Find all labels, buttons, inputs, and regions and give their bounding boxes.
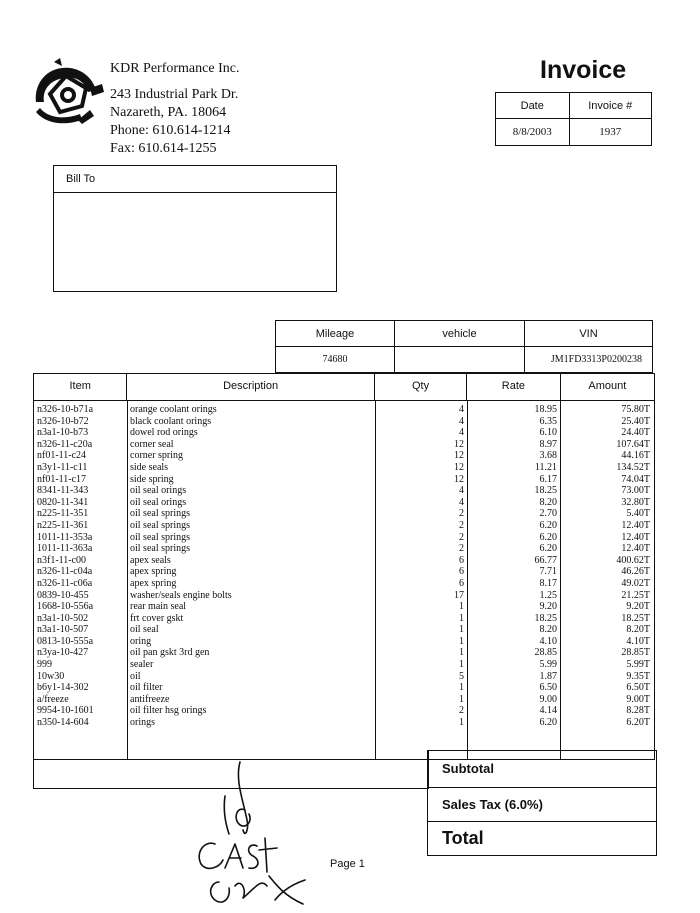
- item-rate: 1.25: [539, 589, 557, 601]
- line-items-body: [34, 401, 654, 759]
- table-row: [34, 543, 654, 555]
- item-code: 9954-10-1601: [37, 705, 94, 717]
- table-row: [34, 439, 654, 451]
- item-amount: 73.00T: [621, 485, 650, 497]
- item-qty: 1: [459, 601, 464, 613]
- item-rate: 8.17: [539, 577, 557, 589]
- item-code: 1011-11-353a: [37, 531, 93, 543]
- item-qty: 1: [459, 659, 464, 671]
- table-row: [34, 578, 654, 590]
- item-rate: 7.71: [539, 566, 557, 578]
- table-row: [34, 474, 654, 486]
- item-rate: 9.00: [539, 693, 557, 705]
- invoice-date: 8/8/2003: [496, 119, 570, 146]
- table-row: [34, 520, 654, 532]
- item-rate: 2.70: [539, 508, 557, 520]
- company-block: [110, 60, 239, 158]
- item-description: side spring: [130, 473, 174, 485]
- item-description: apex spring: [130, 566, 177, 578]
- item-qty: 2: [459, 705, 464, 717]
- date-label: Date: [496, 93, 570, 119]
- line-items-table: [33, 373, 655, 760]
- item-code: n225-11-351: [37, 508, 89, 520]
- item-rate: 6.20: [539, 531, 557, 543]
- table-row: [34, 717, 654, 729]
- item-code: n3a1-10-502: [37, 612, 89, 624]
- item-rate: 6.17: [539, 473, 557, 485]
- item-description: oil seal springs: [130, 543, 190, 555]
- item-qty: 12: [454, 438, 464, 450]
- item-rate: 6.35: [539, 415, 557, 427]
- item-rate: 9.20: [539, 601, 557, 613]
- table-row: [34, 416, 654, 428]
- item-description: oil seal springs: [130, 531, 190, 543]
- item-description: orings: [130, 717, 155, 729]
- item-rate: 66.77: [534, 554, 557, 566]
- table-row: [34, 624, 654, 636]
- item-code: nf01-11-c17: [37, 473, 87, 485]
- item-amount: 5.40T: [626, 508, 650, 520]
- item-amount: 8.20T: [626, 624, 650, 636]
- item-rate: 4.10: [539, 635, 557, 647]
- table-row: [34, 555, 654, 567]
- item-rate: 8.20: [539, 496, 557, 508]
- item-rate: 4.14: [539, 705, 557, 717]
- item-description: corner spring: [130, 450, 184, 462]
- invoice-number-label: Invoice #: [569, 93, 652, 119]
- table-row: [34, 705, 654, 717]
- handwritten-signature: [185, 760, 310, 910]
- table-row: [34, 404, 654, 416]
- vehicle-table: [275, 320, 653, 373]
- table-row: [34, 694, 654, 706]
- item-description: oil filter: [130, 682, 163, 694]
- item-amount: 25.40T: [621, 415, 650, 427]
- item-description: oil seal: [130, 624, 159, 636]
- company-address-line1: 243 Industrial Park Dr.: [110, 87, 239, 102]
- item-description: side seals: [130, 461, 169, 473]
- item-amount: 12.40T: [621, 519, 650, 531]
- item-description: orange coolant orings: [130, 404, 217, 415]
- item-code: 0820-11-341: [37, 496, 89, 508]
- item-qty: 12: [454, 473, 464, 485]
- item-qty: 1: [459, 612, 464, 624]
- company-address-line2: Nazareth, PA. 18064: [110, 105, 227, 120]
- totals-box: [427, 750, 657, 856]
- item-amount: 32.80T: [621, 496, 650, 508]
- item-rate: 28.85: [534, 647, 557, 659]
- mileage-value: 74680: [276, 347, 395, 373]
- item-code: n326-11-c20a: [37, 438, 93, 450]
- item-rate: 6.20: [539, 519, 557, 531]
- item-qty: 5: [459, 670, 464, 682]
- vehicle-label: vehicle: [395, 321, 525, 347]
- item-qty: 1: [459, 693, 464, 705]
- item-code: 10w30: [37, 670, 65, 682]
- table-row: [34, 566, 654, 578]
- item-description: washer/seals engine bolts: [130, 589, 232, 601]
- item-code: 1668-10-556a: [37, 601, 94, 613]
- table-row: [34, 613, 654, 625]
- invoice-title: Invoice: [540, 56, 627, 84]
- item-amount: 9.20T: [626, 601, 650, 613]
- item-description: apex seals: [130, 554, 171, 566]
- item-qty: 4: [459, 485, 464, 497]
- item-description: oil seal springs: [130, 508, 190, 520]
- table-row: [34, 671, 654, 683]
- item-description: oil seal orings: [130, 485, 187, 497]
- sales-tax-label: Sales Tax (6.0%): [428, 788, 656, 822]
- col-item-header: Item: [34, 374, 127, 400]
- item-rate: 8.97: [539, 438, 557, 450]
- line-items-header: [34, 374, 654, 401]
- line-items-rows: [34, 404, 654, 729]
- table-row: [34, 590, 654, 602]
- item-rate: 6.20: [539, 543, 557, 555]
- company-logo: [30, 58, 106, 128]
- item-code: n326-10-b71a: [37, 404, 94, 415]
- item-amount: 46.26T: [621, 566, 650, 578]
- item-description: rear main seal: [130, 601, 187, 613]
- item-qty: 17: [454, 589, 464, 601]
- item-amount: 24.40T: [621, 427, 650, 439]
- page-number: Page 1: [330, 858, 365, 870]
- item-description: dowel rod orings: [130, 427, 198, 439]
- item-code: n3f1-11-c00: [37, 554, 87, 566]
- item-code: nf01-11-c24: [37, 450, 87, 462]
- company-name: KDR Performance Inc.: [110, 61, 240, 76]
- mileage-label: Mileage: [276, 321, 395, 347]
- company-fax: Fax: 610.614-1255: [110, 141, 217, 156]
- item-qty: 4: [459, 415, 464, 427]
- item-qty: 1: [459, 682, 464, 694]
- item-code: b6y1-14-302: [37, 682, 89, 694]
- item-code: a/freeze: [37, 693, 69, 705]
- item-qty: 1: [459, 647, 464, 659]
- item-amount: 5.99T: [626, 659, 650, 671]
- table-row: [34, 497, 654, 509]
- table-row: [34, 532, 654, 544]
- item-qty: 1: [459, 717, 464, 729]
- item-qty: 12: [454, 450, 464, 462]
- item-code: n326-11-c04a: [37, 566, 93, 578]
- item-code: 1011-11-363a: [37, 543, 93, 555]
- item-amount: 134.52T: [616, 461, 650, 473]
- item-rate: 6.10: [539, 427, 557, 439]
- item-code: 999: [37, 659, 52, 671]
- item-rate: 5.99: [539, 659, 557, 671]
- item-code: n326-10-b72: [37, 415, 89, 427]
- invoice-meta-table: [495, 92, 652, 146]
- item-rate: 18.95: [534, 404, 557, 415]
- item-rate: 6.50: [539, 682, 557, 694]
- col-description-header: Description: [127, 374, 374, 400]
- item-amount: 75.80T: [621, 404, 650, 415]
- item-amount: 28.85T: [621, 647, 650, 659]
- total-label: Total: [442, 828, 484, 848]
- item-amount: 12.40T: [621, 531, 650, 543]
- item-qty: 1: [459, 635, 464, 647]
- item-rate: 11.21: [534, 461, 557, 473]
- item-code: n3a1-10-b73: [37, 427, 89, 439]
- item-amount: 6.50T: [626, 682, 650, 694]
- item-amount: 44.16T: [621, 450, 650, 462]
- vin-label: VIN: [525, 321, 653, 347]
- item-description: antifreeze: [130, 693, 170, 705]
- item-code: n225-11-361: [37, 519, 89, 531]
- col-qty-header: Qty: [375, 374, 467, 400]
- item-amount: 18.25T: [621, 612, 650, 624]
- item-qty: 2: [459, 519, 464, 531]
- item-rate: 3.68: [539, 450, 557, 462]
- item-amount: 8.28T: [626, 705, 650, 717]
- table-row: [34, 462, 654, 474]
- item-description: apex spring: [130, 577, 177, 589]
- table-row: [34, 450, 654, 462]
- item-amount: 9.35T: [626, 670, 650, 682]
- item-amount: 400.62T: [616, 554, 650, 566]
- item-amount: 21.25T: [621, 589, 650, 601]
- bill-to-label: Bill To: [54, 166, 336, 193]
- table-row: [34, 682, 654, 694]
- table-row: [34, 636, 654, 648]
- item-qty: 1: [459, 624, 464, 636]
- item-code: n350-14-604: [37, 717, 89, 729]
- item-qty: 12: [454, 461, 464, 473]
- item-amount: 49.02T: [621, 577, 650, 589]
- item-qty: 4: [459, 496, 464, 508]
- item-rate: 8.20: [539, 624, 557, 636]
- item-code: n3y1-11-c11: [37, 461, 88, 473]
- table-row: [34, 485, 654, 497]
- item-amount: 107.64T: [616, 438, 650, 450]
- item-rate: 1.87: [539, 670, 557, 682]
- item-amount: 4.10T: [626, 635, 650, 647]
- item-description: oil: [130, 670, 141, 682]
- col-rate-header: Rate: [467, 374, 560, 400]
- item-amount: 12.40T: [621, 543, 650, 555]
- item-qty: 2: [459, 531, 464, 543]
- vehicle-value: [395, 347, 525, 373]
- item-description: oil pan gskt 3rd gen: [130, 647, 210, 659]
- item-amount: 74.04T: [621, 473, 650, 485]
- item-code: 8341-11-343: [37, 485, 89, 497]
- item-code: n3ya-10-427: [37, 647, 89, 659]
- item-qty: 2: [459, 543, 464, 555]
- item-code: 0839-10-455: [37, 589, 89, 601]
- item-qty: 6: [459, 554, 464, 566]
- table-row: [34, 659, 654, 671]
- invoice-number: 1937: [569, 119, 652, 146]
- subtotal-label: Subtotal: [428, 751, 656, 788]
- item-description: oil seal springs: [130, 519, 190, 531]
- item-rate: 6.20: [539, 717, 557, 729]
- table-row: [34, 427, 654, 439]
- item-qty: 4: [459, 404, 464, 415]
- item-description: corner seal: [130, 438, 174, 450]
- table-row: [34, 508, 654, 520]
- bill-to-box: [53, 165, 337, 292]
- item-description: oil filter hsg orings: [130, 705, 207, 717]
- item-description: frt cover gskt: [130, 612, 184, 624]
- table-row: [34, 601, 654, 613]
- item-qty: 4: [459, 427, 464, 439]
- item-amount: 9.00T: [626, 693, 650, 705]
- item-qty: 6: [459, 577, 464, 589]
- item-amount: 6.20T: [626, 717, 650, 729]
- table-row: [34, 647, 654, 659]
- item-code: 0813-10-555a: [37, 635, 94, 647]
- item-description: oil seal orings: [130, 496, 187, 508]
- item-code: n326-11-c06a: [37, 577, 93, 589]
- item-code: n3a1-10-507: [37, 624, 89, 636]
- item-description: oring: [130, 635, 152, 647]
- item-qty: 6: [459, 566, 464, 578]
- col-amount-header: Amount: [588, 380, 627, 392]
- item-qty: 2: [459, 508, 464, 520]
- company-phone: Phone: 610.614-1214: [110, 123, 231, 138]
- vin-value: JM1FD3313P0200238: [525, 347, 653, 373]
- item-rate: 18.25: [534, 485, 557, 497]
- item-rate: 18.25: [534, 612, 557, 624]
- item-description: sealer: [130, 659, 154, 671]
- item-description: black coolant orings: [130, 415, 212, 427]
